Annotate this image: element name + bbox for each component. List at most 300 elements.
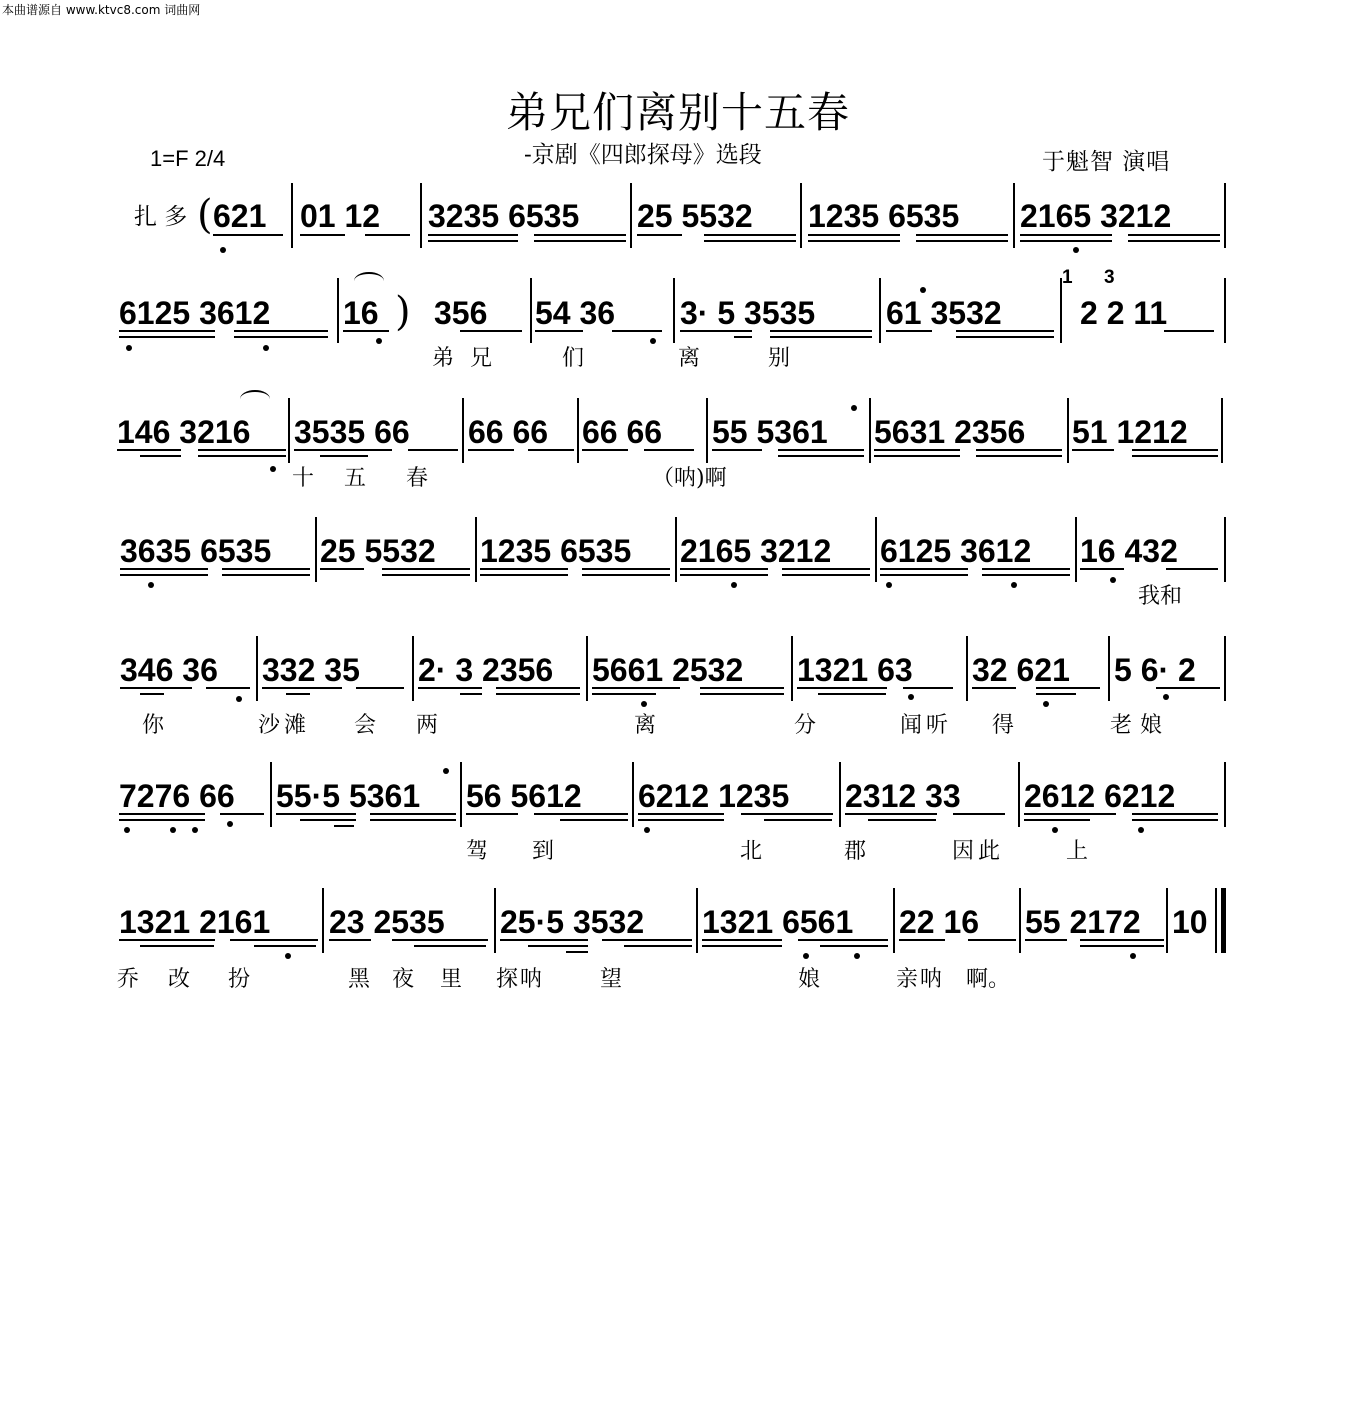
barline [1108, 636, 1110, 701]
underline [460, 330, 522, 332]
measure: 2· 3 2356 [418, 652, 554, 688]
measure: 346 36 [120, 652, 218, 688]
high-octave-dot [851, 405, 857, 411]
low-octave-dot [731, 582, 737, 588]
barline [875, 517, 877, 582]
barline [256, 636, 258, 701]
underline [230, 939, 318, 941]
underline [886, 330, 932, 332]
underline [1132, 813, 1218, 815]
underline [818, 693, 886, 695]
measure: 332 35 [262, 652, 360, 688]
barline [800, 183, 802, 248]
low-octave-dot [886, 582, 892, 588]
measure: 55 2172 [1025, 904, 1141, 940]
barline [632, 762, 634, 827]
measure: 01 12 [300, 198, 381, 234]
barline [337, 278, 339, 343]
underline [496, 687, 580, 689]
measure: 2165 3212 [680, 533, 832, 569]
underline [976, 449, 1062, 451]
underline [770, 330, 872, 332]
underline [741, 813, 833, 815]
underline [460, 693, 482, 695]
underline [592, 687, 680, 689]
barline [412, 636, 414, 701]
barline [630, 183, 632, 248]
underline [1132, 449, 1218, 451]
lyric: 亲呐 [896, 967, 945, 992]
underline [418, 687, 482, 689]
underline [370, 813, 456, 815]
lyric: 两 [416, 713, 439, 738]
barline [494, 888, 496, 953]
low-octave-dot [376, 338, 382, 344]
low-octave-dot [1073, 247, 1079, 253]
underline [408, 449, 458, 451]
low-octave-dot [1110, 577, 1116, 583]
underline [770, 336, 872, 338]
underline [845, 813, 937, 815]
watermark: 本曲谱源自 www.ktvc8.com 词曲网 [2, 3, 201, 17]
underline [1036, 687, 1100, 689]
measure: 7276 66 [119, 778, 235, 814]
tie-arc [240, 390, 270, 408]
underline [808, 240, 900, 242]
lyric: 乔 [117, 967, 140, 992]
barline [966, 636, 968, 701]
low-octave-dot [908, 694, 914, 700]
low-octave-dot [227, 821, 233, 827]
underline [782, 574, 870, 576]
underline [560, 819, 628, 821]
barline [462, 398, 464, 463]
underline [119, 813, 205, 815]
low-octave-dot [1138, 827, 1144, 833]
underline [700, 687, 784, 689]
lyric: 上 [1066, 839, 1089, 864]
measure: 356 [434, 295, 488, 331]
low-octave-dot [1163, 694, 1169, 700]
lyric: 探呐 [496, 967, 545, 992]
lyric: 十 [292, 466, 315, 491]
underline [198, 449, 286, 451]
underline [1020, 234, 1112, 236]
barline [288, 398, 290, 463]
underline [734, 336, 752, 338]
lyric: 夜 [392, 967, 415, 992]
low-octave-dot [124, 827, 130, 833]
lyric: 春 [406, 466, 429, 491]
underline [286, 693, 310, 695]
measure: 6125 3612 [880, 533, 1032, 569]
final-barline-thick [1221, 888, 1226, 953]
measure: 3· 5 3535 [680, 295, 816, 331]
lyric: 驾 [466, 839, 489, 864]
underline [1025, 939, 1067, 941]
high-octave-dot [920, 287, 926, 293]
measure: 1321 2161 [119, 904, 271, 940]
underline [534, 234, 626, 236]
barline [1067, 398, 1069, 463]
barline [1224, 636, 1226, 701]
barline [1224, 278, 1226, 343]
underline [213, 234, 283, 236]
underline [120, 574, 208, 576]
underline [968, 939, 1016, 941]
barline [475, 517, 477, 582]
lyric: 望 [600, 967, 623, 992]
underline [254, 945, 316, 947]
underline [119, 939, 215, 941]
underline [782, 568, 870, 570]
measure: 66 66 [582, 414, 663, 450]
underline [535, 330, 583, 332]
close-paren: ) [395, 289, 411, 335]
lyric: 老娘 [1110, 713, 1171, 738]
measure: 3535 66 [294, 414, 410, 450]
underline [120, 687, 192, 689]
measure: 56 5612 [466, 778, 582, 814]
measure: 22 16 [899, 904, 980, 940]
lyric: 五 [344, 466, 367, 491]
underline [956, 336, 1054, 338]
underline [700, 693, 784, 695]
low-octave-dot [170, 827, 176, 833]
underline [1164, 330, 1214, 332]
underline [480, 574, 568, 576]
underline [382, 574, 470, 576]
underline [294, 449, 392, 451]
measure: 66 66 [468, 414, 549, 450]
high-octave-dot [443, 768, 449, 774]
underline [582, 574, 670, 576]
underline [140, 693, 164, 695]
lyric: 们 [562, 346, 585, 371]
barline [270, 762, 272, 827]
barline [1224, 517, 1226, 582]
barline [1166, 888, 1168, 953]
underline [982, 574, 1070, 576]
barline [420, 183, 422, 248]
measure: 621 [213, 198, 267, 234]
barline [530, 278, 532, 343]
measure: 5631 2356 [874, 414, 1026, 450]
underline [916, 240, 1008, 242]
barline [696, 888, 698, 953]
underline [222, 574, 310, 576]
barline [1019, 888, 1021, 953]
lyric: 离 [634, 713, 657, 738]
barline [1224, 762, 1226, 827]
barline [1018, 762, 1020, 827]
underline [638, 819, 724, 821]
measure: 16 432 [1080, 533, 1178, 569]
underline [262, 687, 342, 689]
underline [1080, 568, 1124, 570]
lyric: 闻听 [900, 713, 953, 738]
underline [680, 330, 752, 332]
barline [577, 398, 579, 463]
intro-marker: 扎 多 [134, 204, 188, 230]
underline [1080, 939, 1164, 941]
underline [466, 813, 518, 815]
underline [300, 819, 356, 821]
underline [798, 939, 888, 941]
underline [1080, 945, 1164, 947]
low-octave-dot [803, 953, 809, 959]
lyric: 黑 [348, 967, 371, 992]
low-octave-dot [1052, 827, 1058, 833]
underline [778, 455, 864, 457]
lyric: 郡 [844, 839, 867, 864]
barline [706, 398, 708, 463]
underline [334, 825, 354, 827]
underline [903, 687, 953, 689]
barline [1224, 183, 1226, 248]
underline [496, 693, 580, 695]
measure: 2312 33 [845, 778, 961, 814]
measure: 55 5361 [712, 414, 828, 450]
underline [1128, 240, 1220, 242]
low-octave-dot [192, 827, 198, 833]
barline [291, 183, 293, 248]
measure: 1235 6535 [480, 533, 632, 569]
barline [673, 278, 675, 343]
measure: 16 [343, 295, 379, 331]
subtitle: -京剧《四郎探母》选段 [524, 142, 762, 168]
barline [839, 762, 841, 827]
underline [808, 234, 900, 236]
underline [468, 449, 514, 451]
low-octave-dot [220, 247, 226, 253]
measure: 25 5532 [320, 533, 436, 569]
underline [582, 568, 670, 570]
underline [953, 813, 1005, 815]
underline [582, 449, 628, 451]
barline [1075, 517, 1077, 582]
underline [500, 939, 588, 941]
underline [644, 449, 694, 451]
lyric: 沙滩 [258, 713, 311, 738]
underline [1024, 819, 1090, 821]
underline [680, 568, 768, 570]
underline [972, 687, 1016, 689]
barline [586, 636, 588, 701]
underline [343, 330, 389, 332]
underline [300, 234, 345, 236]
underline [365, 234, 410, 236]
underline [566, 951, 588, 953]
measure: 25 5532 [637, 198, 753, 234]
lyric: 到 [532, 839, 555, 864]
performer: 于魁智 演唱 [1042, 149, 1171, 175]
underline [702, 939, 782, 941]
underline [702, 945, 782, 947]
underline [329, 939, 371, 941]
underline [874, 449, 960, 451]
lyric: 娘 [798, 967, 821, 992]
underline [140, 945, 214, 947]
song-title: 弟兄们离别十五春 [505, 88, 850, 137]
underline [370, 819, 456, 821]
underline [982, 568, 1070, 570]
measure: 2165 3212 [1020, 198, 1172, 234]
underline [534, 240, 626, 242]
low-octave-dot [270, 466, 276, 472]
underline [712, 449, 762, 451]
barline [869, 398, 871, 463]
lyric: 你 [142, 713, 165, 738]
underline [120, 568, 208, 570]
underline [428, 234, 518, 236]
underline [140, 455, 181, 457]
underline [592, 693, 656, 695]
underline [198, 455, 286, 457]
key-signature: 1=F 2/4 [150, 146, 226, 171]
underline [119, 819, 205, 821]
barline [1221, 398, 1223, 463]
measure: 1235 6535 [808, 198, 960, 234]
barline [1060, 278, 1062, 343]
barline [791, 636, 793, 701]
underline [428, 240, 518, 242]
underline [624, 945, 692, 947]
barline [893, 888, 895, 953]
measure: 1321 63 [797, 652, 913, 688]
underline [704, 240, 796, 242]
barline [315, 517, 317, 582]
underline [612, 330, 662, 332]
measure: 61 3532 [886, 295, 1002, 331]
underline [276, 813, 356, 815]
lyric: 会 [354, 713, 377, 738]
lyric: （呐)啊 [652, 466, 727, 491]
underline [534, 813, 628, 815]
underline [1156, 687, 1220, 689]
underline [234, 336, 328, 338]
lyric: 分 [794, 713, 817, 738]
tie-arc [354, 272, 384, 290]
measure: 3235 6535 [428, 198, 580, 234]
underline [602, 939, 692, 941]
measure: 25·5 3532 [500, 904, 645, 940]
underline [528, 449, 574, 451]
underline [1132, 455, 1218, 457]
lyric: 离 [678, 346, 701, 371]
underline [320, 568, 364, 570]
lyric: 啊。 [966, 967, 1011, 992]
barline [322, 888, 324, 953]
barline [879, 278, 881, 343]
low-octave-dot [854, 953, 860, 959]
underline [320, 455, 368, 457]
grace-note: 1 [1062, 267, 1073, 288]
lyric: 因此 [952, 839, 1005, 864]
underline [1166, 568, 1218, 570]
measure: 5661 2532 [592, 652, 744, 688]
lyric: 弟 [432, 346, 455, 371]
measure: 2612 6212 [1024, 778, 1176, 814]
measure: 32 621 [972, 652, 1070, 688]
underline [1036, 693, 1076, 695]
underline [956, 330, 1054, 332]
underline [899, 939, 945, 941]
underline [1024, 813, 1116, 815]
underline [764, 819, 832, 821]
low-octave-dot [263, 345, 269, 351]
underline [637, 234, 682, 236]
underline [1128, 234, 1220, 236]
open-paren: ( [197, 192, 213, 238]
underline [356, 687, 404, 689]
underline [234, 330, 328, 332]
measure: 1321 6561 [702, 904, 854, 940]
underline [820, 945, 888, 947]
low-octave-dot [285, 953, 291, 959]
barline [675, 517, 677, 582]
low-octave-dot [641, 701, 647, 707]
underline [119, 330, 215, 332]
underline [528, 945, 588, 947]
barline [1013, 183, 1015, 248]
underline [778, 449, 864, 451]
measure: 54 36 [535, 295, 616, 331]
underline [797, 687, 887, 689]
lyric: 得 [992, 713, 1015, 738]
underline [1020, 240, 1112, 242]
lyric: 改 [168, 967, 191, 992]
measure: 51 1212 [1072, 414, 1188, 450]
underline [480, 568, 568, 570]
low-octave-dot [236, 696, 242, 702]
barline [460, 762, 462, 827]
underline [1072, 449, 1114, 451]
underline [222, 568, 310, 570]
low-octave-dot [148, 582, 154, 588]
underline [1132, 819, 1218, 821]
underline [874, 455, 960, 457]
underline [206, 687, 250, 689]
underline [868, 819, 936, 821]
underline [704, 234, 796, 236]
underline [976, 455, 1062, 457]
lyric: 我和 [1138, 584, 1183, 609]
measure: 23 2535 [329, 904, 445, 940]
low-octave-dot [644, 827, 650, 833]
measure: 5 6· 2 [1114, 652, 1196, 688]
final-barline-thin [1215, 888, 1217, 953]
low-octave-dot [126, 345, 132, 351]
low-octave-dot [650, 338, 656, 344]
underline [220, 813, 264, 815]
underline [916, 234, 1008, 236]
underline [880, 574, 968, 576]
low-octave-dot [1130, 953, 1136, 959]
underline [119, 336, 215, 338]
underline [382, 568, 470, 570]
measure: 55·5 5361 [276, 778, 421, 814]
underline [117, 449, 181, 451]
low-octave-dot [1043, 701, 1049, 707]
measure: 2 2 11 [1080, 295, 1168, 331]
measure: 3635 6535 [120, 533, 272, 569]
lyric: 北 [740, 839, 763, 864]
measure: 146 3216 [117, 414, 251, 450]
lyric: 里 [440, 967, 463, 992]
lyric: 别 [768, 346, 791, 371]
underline [880, 568, 968, 570]
